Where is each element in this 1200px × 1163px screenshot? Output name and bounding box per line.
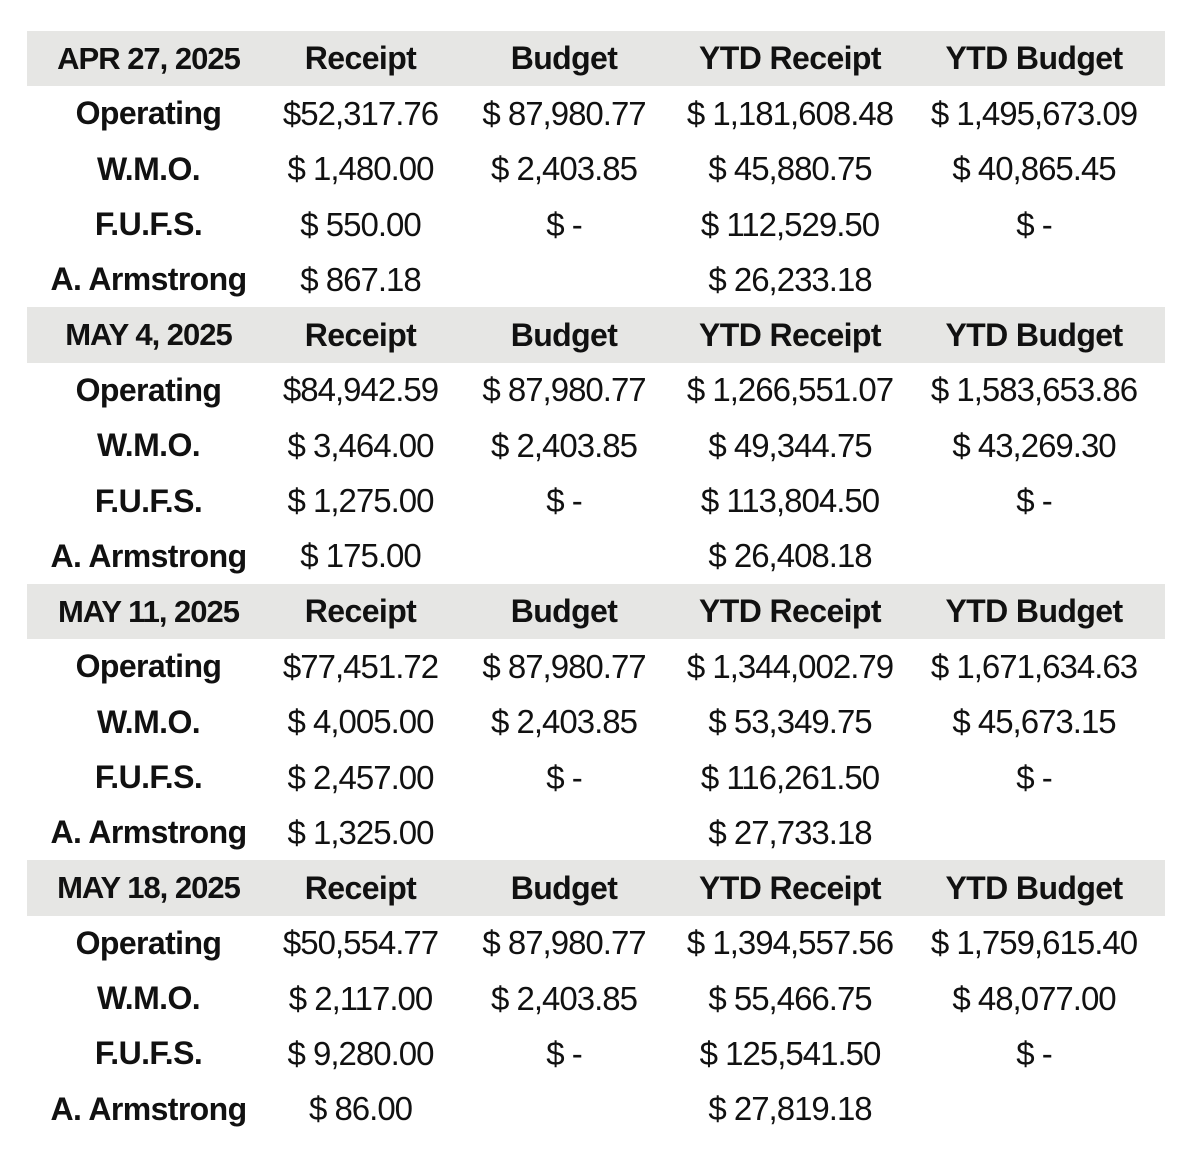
- budget-value: $ -: [546, 482, 582, 520]
- receipt-value: $ 2,457.00: [287, 758, 434, 796]
- ytd-receipt-value: $ 26,408.18: [708, 537, 872, 575]
- row-label: F.U.F.S.: [94, 206, 203, 243]
- section-header-row: [27, 584, 1165, 639]
- column-header-receipt: Receipt: [304, 593, 417, 630]
- budget-value: $ -: [546, 1034, 582, 1072]
- row-label: W.M.O.: [96, 703, 201, 740]
- receipt-value: $84,942.59: [282, 371, 439, 409]
- section-date: MAY 4, 2025: [65, 317, 232, 353]
- ytd-receipt-value: $ 125,541.50: [699, 1034, 881, 1072]
- column-header-budget: Budget: [510, 593, 618, 630]
- column-header-ytd-budget: YTD Budget: [945, 40, 1123, 77]
- ytd-budget-value: $ 40,865.45: [952, 150, 1116, 188]
- table-row: [27, 252, 1165, 307]
- table-row: [27, 142, 1165, 197]
- table-row: [27, 473, 1165, 528]
- ytd-budget-value: $ -: [1016, 205, 1052, 243]
- ytd-budget-value: $ 48,077.00: [952, 979, 1116, 1017]
- budget-value: $ 87,980.77: [482, 924, 646, 962]
- receipt-value: $ 175.00: [300, 537, 421, 575]
- row-label: W.M.O.: [96, 150, 201, 187]
- column-header-budget: Budget: [510, 40, 618, 77]
- budget-value: $ 2,403.85: [491, 150, 637, 188]
- row-label: F.U.F.S.: [94, 482, 203, 519]
- ytd-receipt-value: $ 27,733.18: [708, 813, 872, 851]
- receipt-value: $ 1,275.00: [287, 482, 434, 520]
- row-label: W.M.O.: [96, 427, 201, 464]
- receipt-value: $ 867.18: [300, 260, 421, 298]
- row-label: W.M.O.: [96, 980, 201, 1017]
- table-row: [27, 916, 1165, 971]
- row-label: Operating: [75, 371, 222, 408]
- receipt-value: $ 86.00: [308, 1090, 413, 1128]
- ytd-receipt-value: $ 55,466.75: [708, 979, 872, 1017]
- column-header-receipt: Receipt: [304, 316, 417, 353]
- column-header-ytd-budget: YTD Budget: [945, 316, 1123, 353]
- column-header-budget: Budget: [510, 316, 618, 353]
- row-label: A. Armstrong: [50, 537, 247, 574]
- ytd-receipt-value: $ 27,819.18: [708, 1090, 872, 1128]
- row-label: F.U.F.S.: [94, 759, 203, 795]
- row-label: F.U.F.S.: [94, 1035, 203, 1072]
- receipt-value: $50,554.77: [282, 924, 439, 962]
- table-row: [27, 1082, 1165, 1137]
- receipt-value: $ 3,464.00: [287, 426, 434, 464]
- section-date: MAY 11, 2025: [57, 593, 240, 629]
- table-row: [27, 418, 1165, 473]
- column-header-receipt: Receipt: [304, 40, 417, 77]
- receipt-value: $ 1,480.00: [287, 150, 434, 188]
- budget-value: $ 87,980.77: [482, 94, 646, 132]
- receipt-value: $52,317.76: [282, 94, 439, 132]
- ytd-receipt-value: $ 49,344.75: [708, 426, 872, 464]
- table-row: [27, 805, 1165, 860]
- column-header-ytd-receipt: YTD Receipt: [699, 40, 881, 77]
- column-header-ytd-receipt: YTD Receipt: [699, 869, 881, 906]
- budget-value: $ 87,980.77: [482, 647, 646, 685]
- column-header-ytd-budget: YTD Budget: [945, 869, 1123, 906]
- ytd-budget-value: $ 1,583,653.86: [930, 371, 1138, 409]
- column-header-budget: Budget: [510, 869, 618, 906]
- ytd-budget-value: $ 43,269.30: [952, 426, 1116, 464]
- receipt-value: $ 9,280.00: [287, 1034, 434, 1072]
- row-label: A. Armstrong: [50, 261, 247, 298]
- ytd-budget-value: $ -: [1016, 482, 1052, 520]
- ytd-budget-value: $ -: [1016, 758, 1052, 796]
- receipt-value: $ 2,117.00: [288, 979, 433, 1017]
- section-header-row: [27, 307, 1165, 362]
- column-header-receipt: Receipt: [304, 869, 417, 906]
- table-row: [27, 529, 1165, 584]
- receipt-value: $ 1,325.00: [287, 813, 434, 851]
- budget-value: $ -: [546, 758, 582, 796]
- ytd-receipt-value: $ 1,266,551.07: [686, 371, 894, 409]
- section-date: MAY 18, 2025: [57, 870, 240, 906]
- table-row: [27, 639, 1165, 694]
- ytd-receipt-value: $ 112,529.50: [700, 205, 880, 243]
- ytd-budget-value: $ 1,759,615.40: [930, 924, 1138, 962]
- ytd-receipt-value: $ 1,181,608.48: [686, 94, 894, 132]
- column-header-ytd-receipt: YTD Receipt: [699, 593, 881, 630]
- column-header-ytd-budget: YTD Budget: [945, 593, 1123, 630]
- ytd-receipt-value: $ 116,261.50: [700, 758, 880, 796]
- table-row: [27, 197, 1165, 252]
- section-date: APR 27, 2025: [57, 40, 240, 76]
- section-header-row: [27, 860, 1165, 915]
- ytd-receipt-value: $ 113,804.50: [700, 482, 880, 520]
- ytd-receipt-value: $ 1,344,002.79: [686, 647, 894, 685]
- receipts-table: [27, 31, 1165, 1137]
- row-label: Operating: [75, 648, 222, 685]
- table-row: [27, 86, 1165, 141]
- ytd-receipt-value: $ 53,349.75: [708, 703, 872, 741]
- table-row: [27, 750, 1165, 805]
- row-label: A. Armstrong: [50, 1090, 247, 1127]
- ytd-receipt-value: $ 45,880.75: [708, 150, 872, 188]
- receipt-value: $77,451.72: [282, 647, 439, 685]
- ytd-receipt-value: $ 1,394,557.56: [686, 924, 894, 962]
- ytd-budget-value: $ -: [1016, 1034, 1052, 1072]
- row-label: Operating: [75, 924, 222, 961]
- receipt-value: $ 4,005.00: [287, 703, 434, 741]
- table-row: [27, 971, 1165, 1026]
- ytd-budget-value: $ 1,495,673.09: [930, 94, 1138, 132]
- ytd-budget-value: $ 45,673.15: [952, 703, 1116, 741]
- receipt-value: $ 550.00: [300, 205, 421, 243]
- budget-value: $ 2,403.85: [491, 703, 637, 741]
- budget-value: $ 2,403.85: [491, 979, 637, 1017]
- budget-value: $ -: [546, 205, 582, 243]
- row-label: Operating: [75, 95, 222, 132]
- table-row: [27, 1026, 1165, 1081]
- budget-value: $ 2,403.85: [491, 426, 637, 464]
- table-row: [27, 363, 1165, 418]
- column-header-ytd-receipt: YTD Receipt: [699, 316, 881, 353]
- row-label: A. Armstrong: [50, 814, 247, 851]
- budget-value: $ 87,980.77: [482, 371, 646, 409]
- section-header-row: [27, 31, 1165, 86]
- ytd-receipt-value: $ 26,233.18: [708, 260, 872, 298]
- ytd-budget-value: $ 1,671,634.63: [930, 647, 1138, 685]
- table-row: [27, 695, 1165, 750]
